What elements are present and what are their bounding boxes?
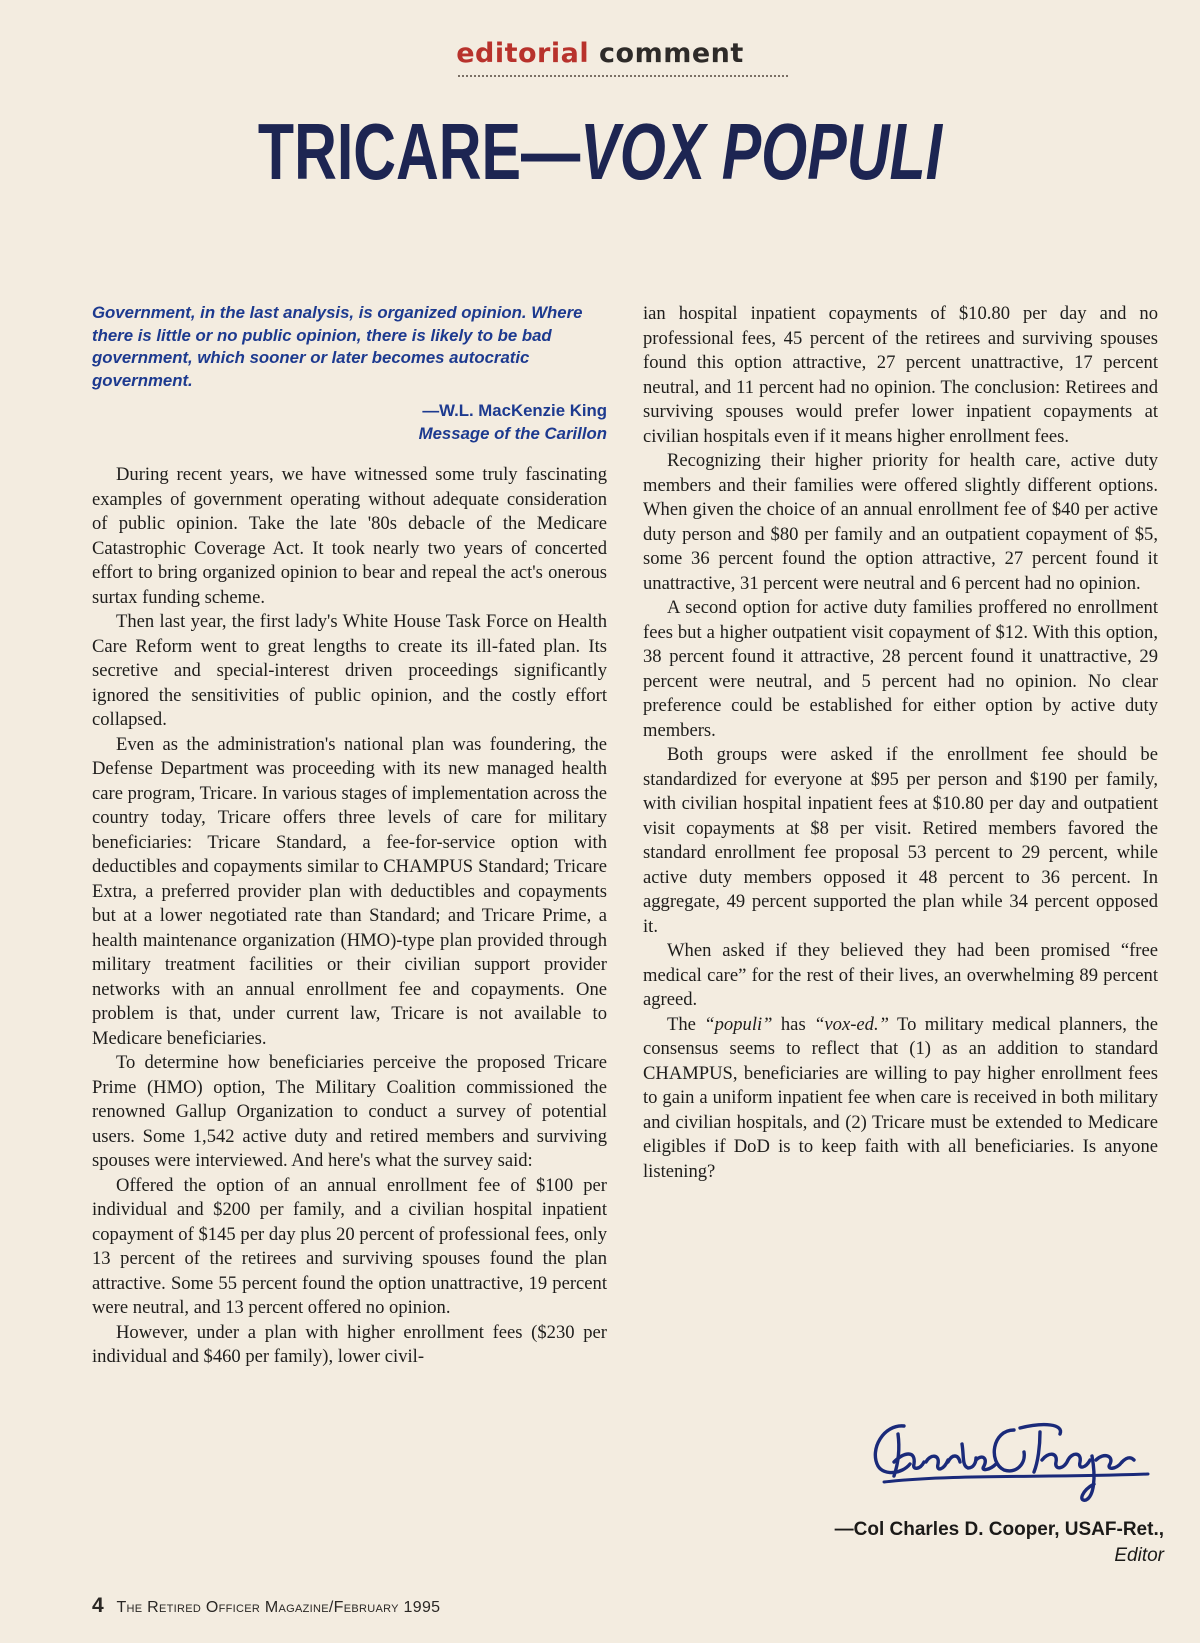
- title-italic: VOX POPULI: [580, 107, 943, 196]
- article-paragraph: Then last year, the first lady's White House Task Force on Health Care Reform went to great lengths to create its ill-fated plan. Its secretive and special-interest driven proceedings significantly ignored the sensitivities of public opinion, and the costly effort collapsed.: [92, 611, 607, 730]
- final-lead: The: [667, 1013, 705, 1035]
- left-column: [92, 302, 607, 1370]
- article-paragraph: However, under a plan with higher enrollment fees ($230 per individual and $460 per family), lower civil-: [92, 1321, 607, 1367]
- article-paragraph: Both groups were asked if the enrollment fee should be standardized for everyone at $95 per person and $190 per family, with civilian hospital inpatient fees at $10.80 per day and outpatient visit copayments at $8 per visit. Retired members favored the standard enrollment fee proposal 53 percent to 29 percent, while active duty members opposed it 48 percent to 36 percent. In aggregate, 49 percent supported the plan while 34 percent opposed it.: [643, 744, 1158, 937]
- final-mid: has: [772, 1013, 815, 1035]
- kicker-rest: comment: [599, 38, 744, 69]
- article-paragraph: When asked if they believed they had been promised “free medical care” for the rest of their lives, an overwhelming 89 percent agreed.: [643, 940, 1158, 1010]
- editor-signature: [864, 1404, 1154, 1504]
- epigraph-source: Message of the Carillon: [418, 423, 607, 443]
- article-paragraph: During recent years, we have witnessed some truly fascinating examples of government operating without adequate consideration of public opinion. Take the late '80s debacle of the Medicare Catastrophic Coverage Act. It took nearly two years of concerted effort to bring organized opinion to bear and repeal the act's onerous surtax funding scheme.: [92, 464, 607, 608]
- page-title: [156, 107, 1044, 196]
- final-rest: To military medical planners, the consensus seems to reflect that (1) as an addition to standard CHAMPUS, beneficiaries are willing to pay higher enrollment fees to gain a uniform inpatient fee when care is received in both military and civilian hospitals, and (2) Tricare must be extended to Medicare eligibles if DoD is to keep faith with all beneficiaries. Is anyone listening?: [643, 1013, 1158, 1182]
- publication-line: The Retired Officer Magazine/February 1995: [116, 1599, 441, 1616]
- kicker-dotted-rule: [458, 75, 788, 77]
- article-paragraph: Even as the administration's national plan was foundering, the Defense Department was proceeding with its new managed health care program, Tricare. In various stages of implementation across the country today, Tricare offers three levels of care for military beneficiaries: Tricare Standard, a fee-for-service option with deductibles and copayments similar to CHAMPUS Standard; Tricare Extra, a preferred provider plan with deductibles and copayments but at a lower negotiated rate than Standard; and Tricare Prime, a health maintenance organization (HMO)-type plan provided through military treatment facilities or their civilian support provider networks with an annual enrollment fee and copayments. One problem is that, under current law, Tricare is not available to Medicare beneficiaries.: [92, 733, 607, 1049]
- title-main: TRICARE—: [257, 107, 581, 196]
- final-populi: “populi”: [704, 1013, 773, 1035]
- final-voxed: “vox-ed.”: [814, 1013, 889, 1035]
- article-paragraph: Offered the option of an annual enrollment fee of $100 per individual and $200 per family, and a civilian hospital inpatient copayment of $145 per day plus 20 percent of professional fees, only 13 percent of the retirees and surviving spouses found the plan attractive. Some 55 percent found the option unattractive, 19 percent were neutral, and 13 percent offered no opinion.: [92, 1174, 607, 1318]
- article-paragraph-final: [643, 1013, 1158, 1185]
- epigraph-attribution: [92, 400, 607, 445]
- article-paragraph: A second option for active duty families proffered no enrollment fees but a higher outpatient visit copayment of $12. With this option, 38 percent found it attractive, 28 percent found it unattractive, 29 percent were neutral, and 5 percent had no opinion. No clear preference could be established for either option by active duty members.: [643, 597, 1158, 741]
- article-paragraph: Recognizing their higher priority for health care, active duty members and their families were offered slightly different options. When given the choice of an annual enrollment fee of $40 per active duty person and $80 per family and an outpatient copayment of $5, some 36 percent found the option attractive, 27 percent found it unattractive, 31 percent were neutral and 6 percent had no opinion.: [643, 450, 1158, 594]
- article-paragraph: To determine how beneficiaries perceive the proposed Tricare Prime (HMO) option, The Military Coalition commissioned the renowned Gallup Organization to conduct a survey of potential users. Some 1,542 active duty and retired members and surviving spouses were interviewed. And here's what the survey said:: [92, 1052, 607, 1171]
- epigraph-author: —W.L. MacKenzie King: [422, 401, 607, 420]
- page-footer: [92, 1594, 440, 1618]
- article-paragraph-continued: ian hospital inpatient copayments of $10.80 per day and no professional fees, 45 percent of the retirees and surviving spouses found this option attractive, 27 percent unattractive, 17 percent neutral, and 11 percent had no opinion. The conclusion: Retirees and surviving spouses would prefer lower inpatient copayments at civilian hospitals even if it means higher enrollment fees.: [643, 303, 1158, 447]
- editor-name: —Col Charles D. Cooper, USAF-Ret.,: [834, 1519, 1164, 1540]
- kicker-accent: editorial: [456, 38, 590, 69]
- right-column: [643, 302, 1158, 1184]
- section-kicker: [0, 38, 1200, 69]
- epigraph-quote: Government, in the last analysis, is organized opinion. Where there is little or no public opinion, there is likely to be bad government, which sooner or later becomes autocratic government.: [92, 303, 583, 390]
- editor-role: Editor: [1114, 1545, 1164, 1566]
- page-number: 4: [92, 1594, 104, 1617]
